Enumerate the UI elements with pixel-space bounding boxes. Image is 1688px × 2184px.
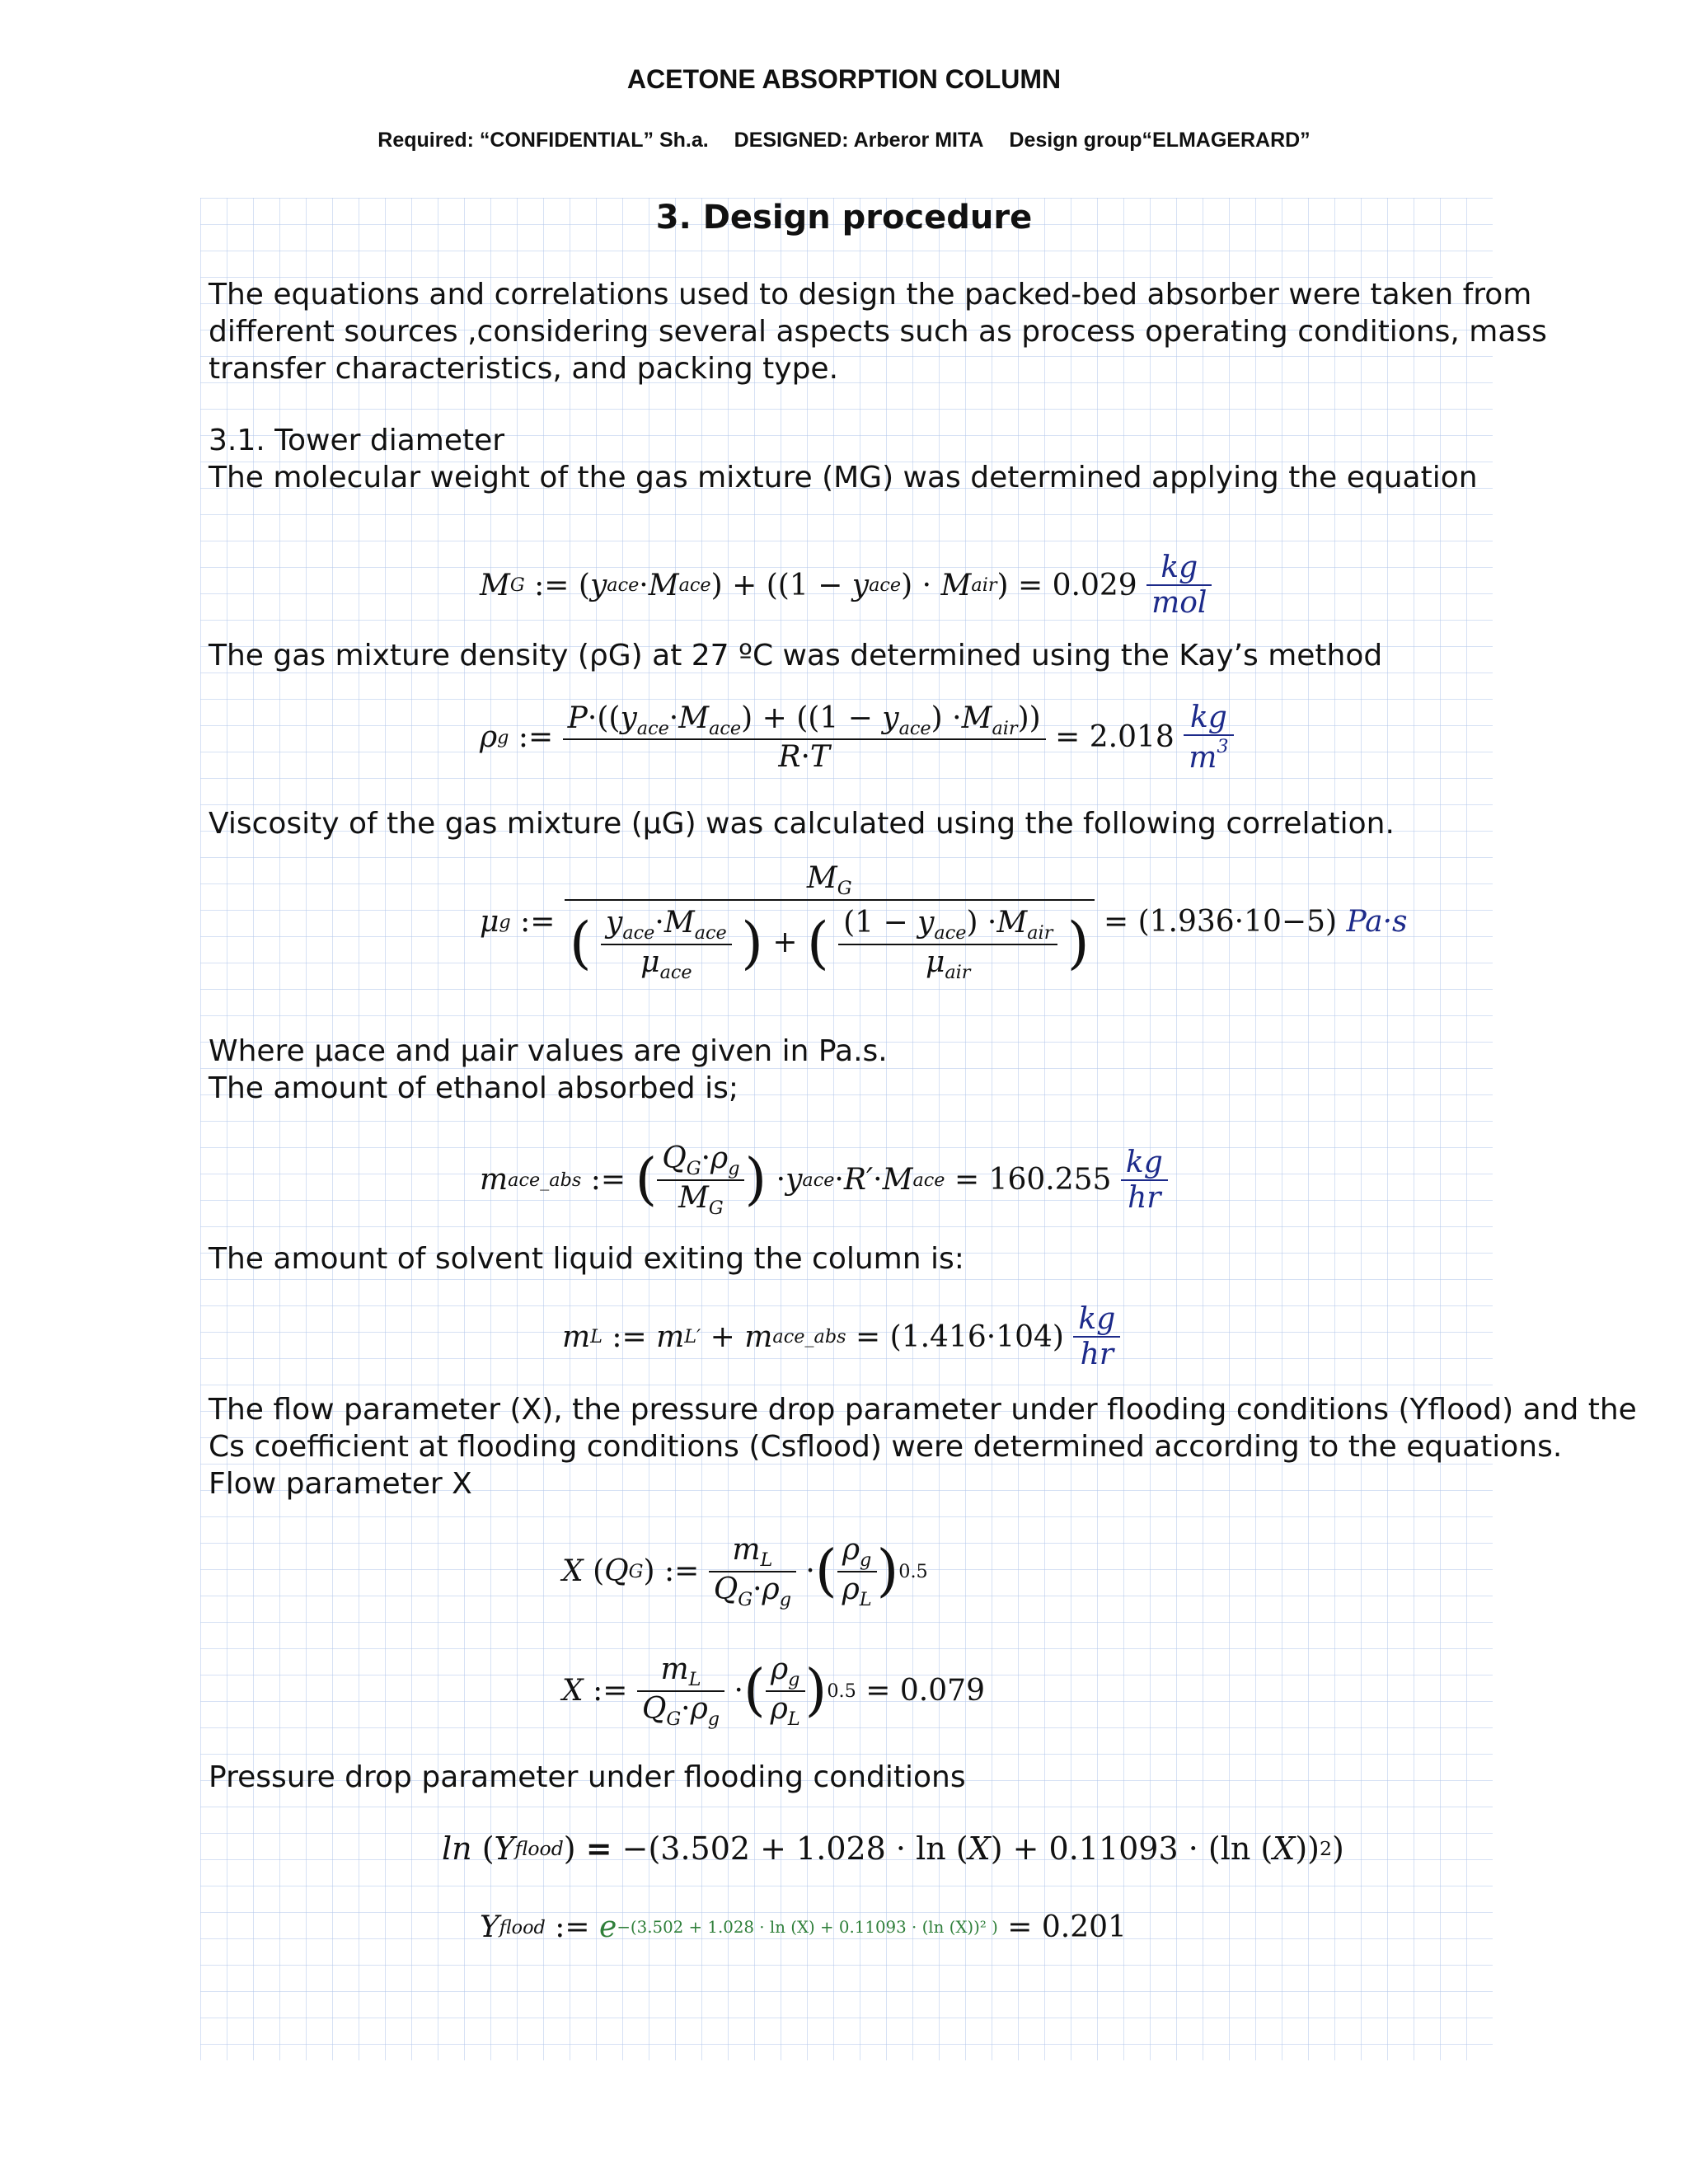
mabs-unit: $\frac{kg}{hr}$ bbox=[1121, 1146, 1168, 1215]
x-value: 0.079 bbox=[899, 1674, 985, 1708]
equation-flow-parameter-function: X ( Q G ) := $\frac{m_L}{Q_G\cdot\rho_g}$ · ( $\frac{\rho_g}{\rho_L}$ ) 0.5 bbox=[562, 1533, 928, 1610]
intro-line: transfer characteristics, and packing type. bbox=[209, 352, 839, 386]
molecular-weight-text: The molecular weight of the gas mixture (MG) was determined applying the equation bbox=[209, 461, 1478, 494]
equation-gas-density: ρ g := $\frac{P\cdot((y_{ace}\cdot M_{ace}) + ((1 - y_{ace}) \cdot M_{air}))}{R\cdot T}$ = 2.018 $\frac{kg}{m^3}$ bbox=[480, 701, 1234, 775]
mabs-value: 160.255 bbox=[988, 1163, 1112, 1197]
density-fraction: $\frac{P\cdot((y_{ace}\cdot M_{ace}) + ((1 - y_{ace}) \cdot M_{air}))}{R\cdot T}$ bbox=[563, 701, 1046, 775]
document-subheader bbox=[0, 129, 1688, 152]
intro-paragraph bbox=[209, 276, 1547, 387]
mu-unit: Pa·s bbox=[1346, 905, 1408, 940]
intro-line: different sources ,considering several aspects such as process operating conditions, mass bbox=[209, 315, 1547, 349]
equation-yflood-value: Y flood := e −(3.502 + 1.028 · ln (X) + 0.11093 · (ln (X))² ) = 0.201 bbox=[480, 1910, 1127, 1944]
yflood-value: 0.201 bbox=[1041, 1910, 1127, 1944]
absorbed-text: The amount of ethanol absorbed is; bbox=[209, 1071, 738, 1105]
flow-parameter-label: Flow parameter X bbox=[209, 1467, 472, 1501]
intro-line: The equations and correlations used to design the packed-bed absorber were taken from bbox=[209, 278, 1532, 312]
viscosity-text: Viscosity of the gas mixture (μG) was calculated using the following correlation. bbox=[209, 807, 1395, 841]
design-group-label: Design group“ELMAGERARD” bbox=[1009, 129, 1311, 152]
required-label: Required: “CONFIDENTIAL” Sh.a. bbox=[377, 129, 709, 152]
equation-acetone-absorbed: m ace_abs := ( $\frac{Q_G\cdot\rho_g}{M_G}$ ) · y ace · R′ · M ace = 160.255 $\frac{kg}{hr}$ bbox=[480, 1141, 1168, 1219]
viscosity-fraction: $M_G$ ( $\frac{y_{ace}\cdot M_{ace}}{\mu_{ace}}$ ) + ( $\frac{(1 - y_{ace}) \cdot M_{air}}{\mu_{air}}$ ) bbox=[565, 861, 1095, 982]
designed-label: DESIGNED: Arberor MITA bbox=[734, 129, 984, 152]
flow-parameter-text-1: The flow parameter (X), the pressure drop parameter under flooding conditions (Yflood) and the bbox=[209, 1393, 1637, 1427]
section-title: 3. Design procedure bbox=[655, 199, 1033, 237]
equation-gas-viscosity: μ g := $M_G$ ( $\frac{y_{ace}\cdot M_{ace}}{\mu_{ace}}$ ) + ( $\frac{(1 - y_{ace}) \cdot M_{air}}{\mu_{air}}$ ) = (1.936·10−5) Pa·s bbox=[480, 861, 1408, 983]
solvent-text: The amount of solvent liquid exiting the column is: bbox=[209, 1242, 964, 1276]
subsection-title: 3.1. Tower diameter bbox=[209, 424, 505, 457]
equation-molecular-weight: M G := ( y ace · M ace ) + ((1 − y ace ) · M air ) = 0.029 $\frac{kg}{\text{mol}}$ bbox=[480, 551, 1212, 620]
equation-flow-parameter-value: X := $\frac{m_L}{Q_G\cdot\rho_g}$ · ( $\frac{\rho_g}{\rho_L}$ ) 0.5 = 0.079 bbox=[562, 1652, 985, 1730]
mg-value: 0.029 bbox=[1052, 568, 1137, 602]
where-text: Where μace and μair values are given in Pa.s. bbox=[209, 1034, 888, 1068]
ml-unit: $\frac{kg}{hr}$ bbox=[1073, 1302, 1120, 1371]
mg-unit: $\frac{kg}{\text{mol}}$ bbox=[1146, 551, 1212, 620]
equation-liquid-flow: m L := m L′ + m ace_abs = (1.416·104) $\frac{kg}{hr}$ bbox=[562, 1302, 1120, 1371]
mu-value: (1.936·10−5) bbox=[1137, 905, 1338, 940]
gas-density-text: The gas mixture density (ρG) at 27 ºC was determined using the Kay’s method bbox=[209, 639, 1383, 673]
rho-unit: $\frac{kg}{m^3}$ bbox=[1184, 701, 1233, 775]
pressure-drop-label: Pressure drop parameter under flooding conditions bbox=[209, 1760, 966, 1794]
rho-value: 2.018 bbox=[1089, 720, 1175, 755]
document-title: ACETONE ABSORPTION COLUMN bbox=[626, 64, 1062, 94]
flow-parameter-text-2: Cs coefficient at flooding conditions (Csflood) were determined according to the equations. bbox=[209, 1430, 1563, 1464]
ml-value: (1.416·104) bbox=[889, 1319, 1064, 1354]
equation-ln-yflood: ln ( Y flood ) = −(3.502 + 1.028 · ln ( X ) + 0.11093 · (ln ( X )) 2 ) bbox=[442, 1830, 1344, 1867]
